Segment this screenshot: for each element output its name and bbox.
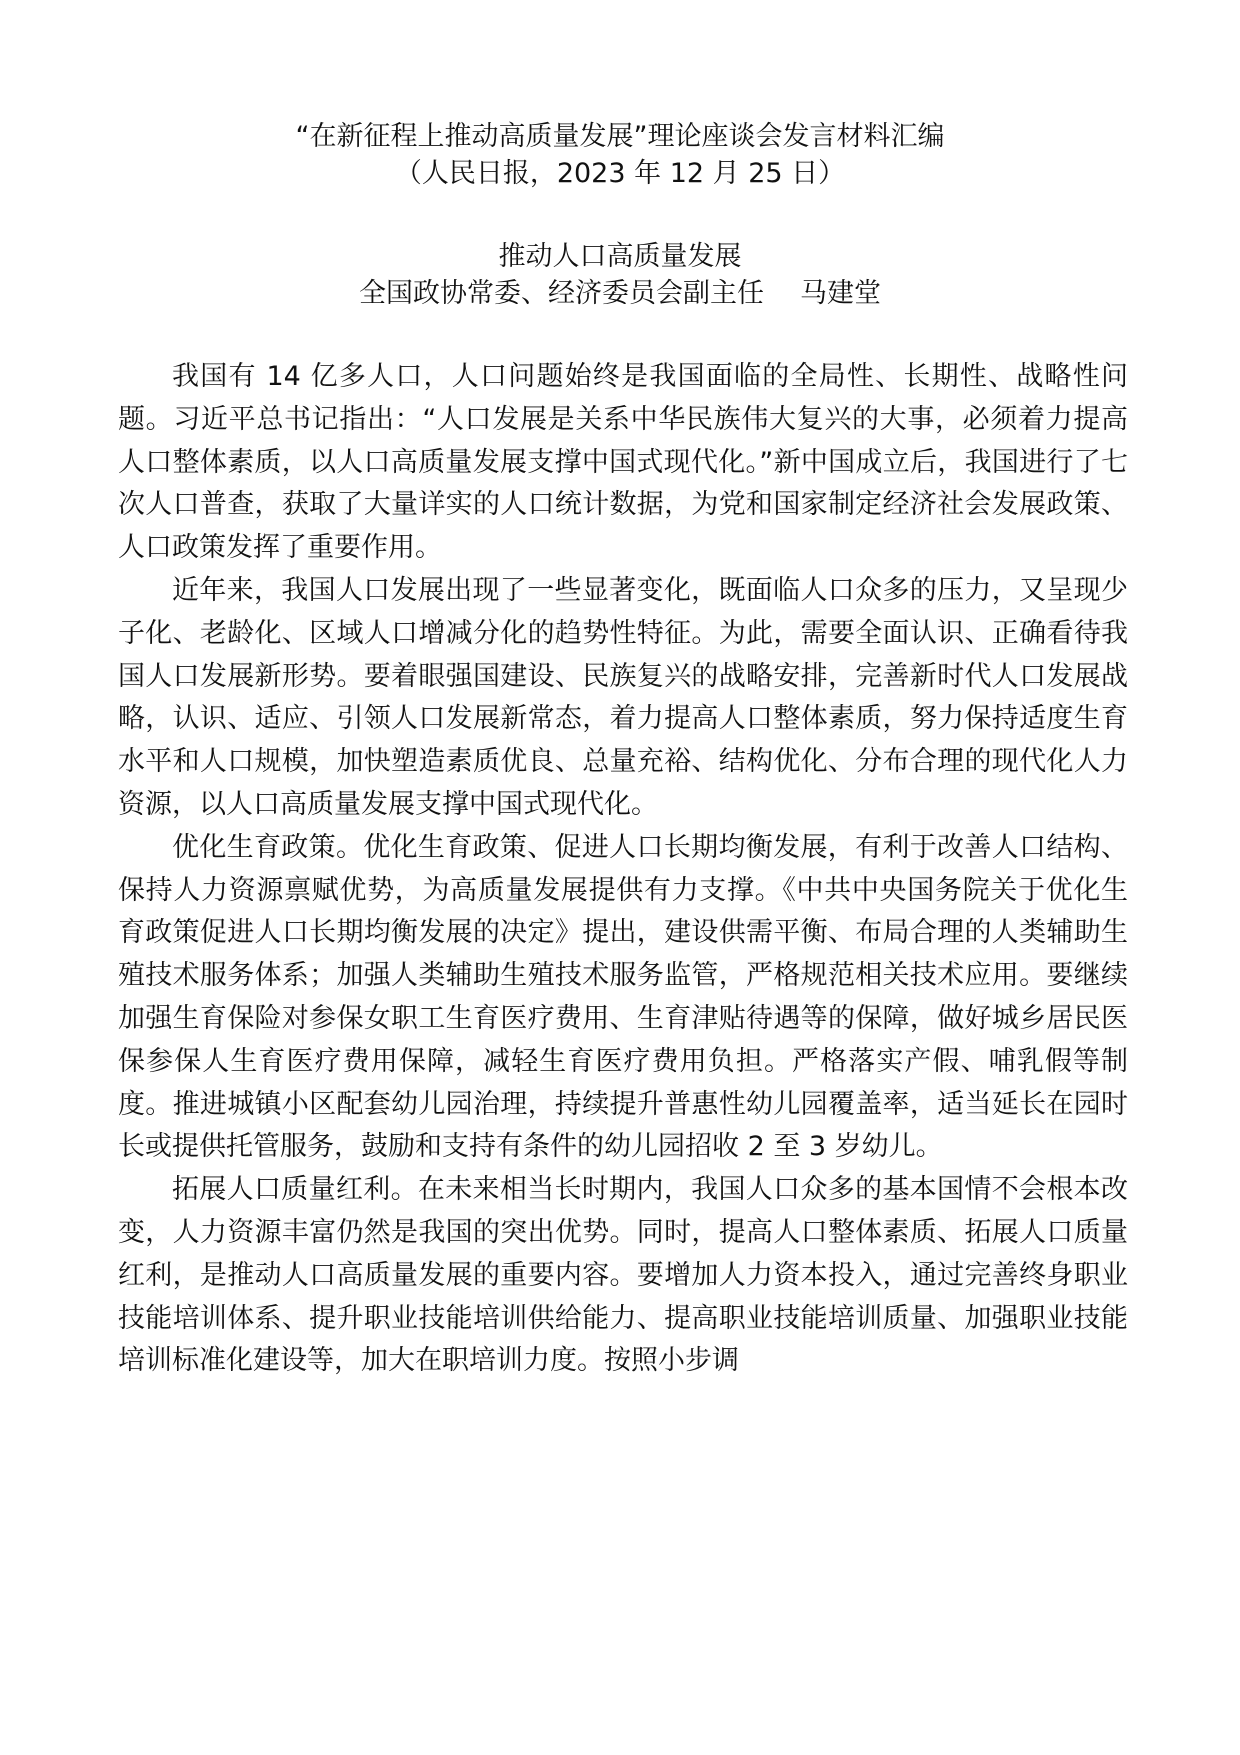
article-title: 推动人口高质量发展: [498, 241, 742, 272]
source-line: （人民日报，2023 年 12 月 25 日）: [394, 158, 846, 189]
document-header: [0, 118, 1240, 192]
author-name: 马建堂: [800, 278, 881, 309]
collection-title: “在新征程上推动高质量发展”理论座谈会发言材料汇编: [295, 121, 945, 152]
article-body: [118, 356, 1128, 1383]
author-line: [0, 275, 1240, 312]
author-position: 全国政协常委、经济委员会副主任: [359, 278, 764, 309]
article-header: [0, 238, 1240, 312]
paragraph: 优化生育政策。优化生育政策、促进人口长期均衡发展，有利于改善人口结构、保持人力资源禀赋优势，为高质量发展提供有力支撑。《中共中央国务院关于优化生育政策促进人口长期均衡发展的决定》提出，建设供需平衡、布局合理的人类辅助生殖技术服务体系；加强人类辅助生殖技术服务监管，严格规范相关技术应用。要继续加强生育保险对参保女职工生育医疗费用、生育津贴待遇等的保障，做好城乡居民医保参保人生育医疗费用保障，减轻生育医疗费用负担。严格落实产假、哺乳假等制度。推进城镇小区配套幼儿园治理，持续提升普惠性幼儿园覆盖率，适当延长在园时长或提供托管服务，鼓励和支持有条件的幼儿园招收 2 至 3 岁幼儿。: [118, 831, 1128, 1163]
paragraph: 我国有 14 亿多人口，人口问题始终是我国面临的全局性、长期性、战略性问题。习近平总书记指出：“人口发展是关系中华民族伟大复兴的大事，必须着力提高人口整体素质，以人口高质量发展支撑中国式现代化。”新中国成立后，我国进行了七次人口普查，获取了大量详实的人口统计数据，为党和国家制定经济社会发展政策、人口政策发挥了重要作用。: [118, 361, 1128, 564]
paragraph: 近年来，我国人口发展出现了一些显著变化，既面临人口众多的压力，又呈现少子化、老龄化、区域人口增减分化的趋势性特征。为此，需要全面认识、正确看待我国人口发展新形势。要着眼强国建设、民族复兴的战略安排，完善新时代人口发展战略，认识、适应、引领人口发展新常态，着力提高人口整体素质，努力保持适度生育水平和人口规模，加快塑造素质优良、总量充裕、结构优化、分布合理的现代化人力资源，以人口高质量发展支撑中国式现代化。: [118, 574, 1128, 820]
paragraph: 拓展人口质量红利。在未来相当长时期内，我国人口众多的基本国情不会根本改变，人力资源丰富仍然是我国的突出优势。同时，提高人口整体素质、拓展人口质量红利，是推动人口高质量发展的重要内容。要增加人力资本投入，通过完善终身职业技能培训体系、提升职业技能培训供给能力、提高职业技能培训质量、加强职业技能培训标准化建设等，加大在职培训力度。按照小步调: [118, 1174, 1128, 1377]
